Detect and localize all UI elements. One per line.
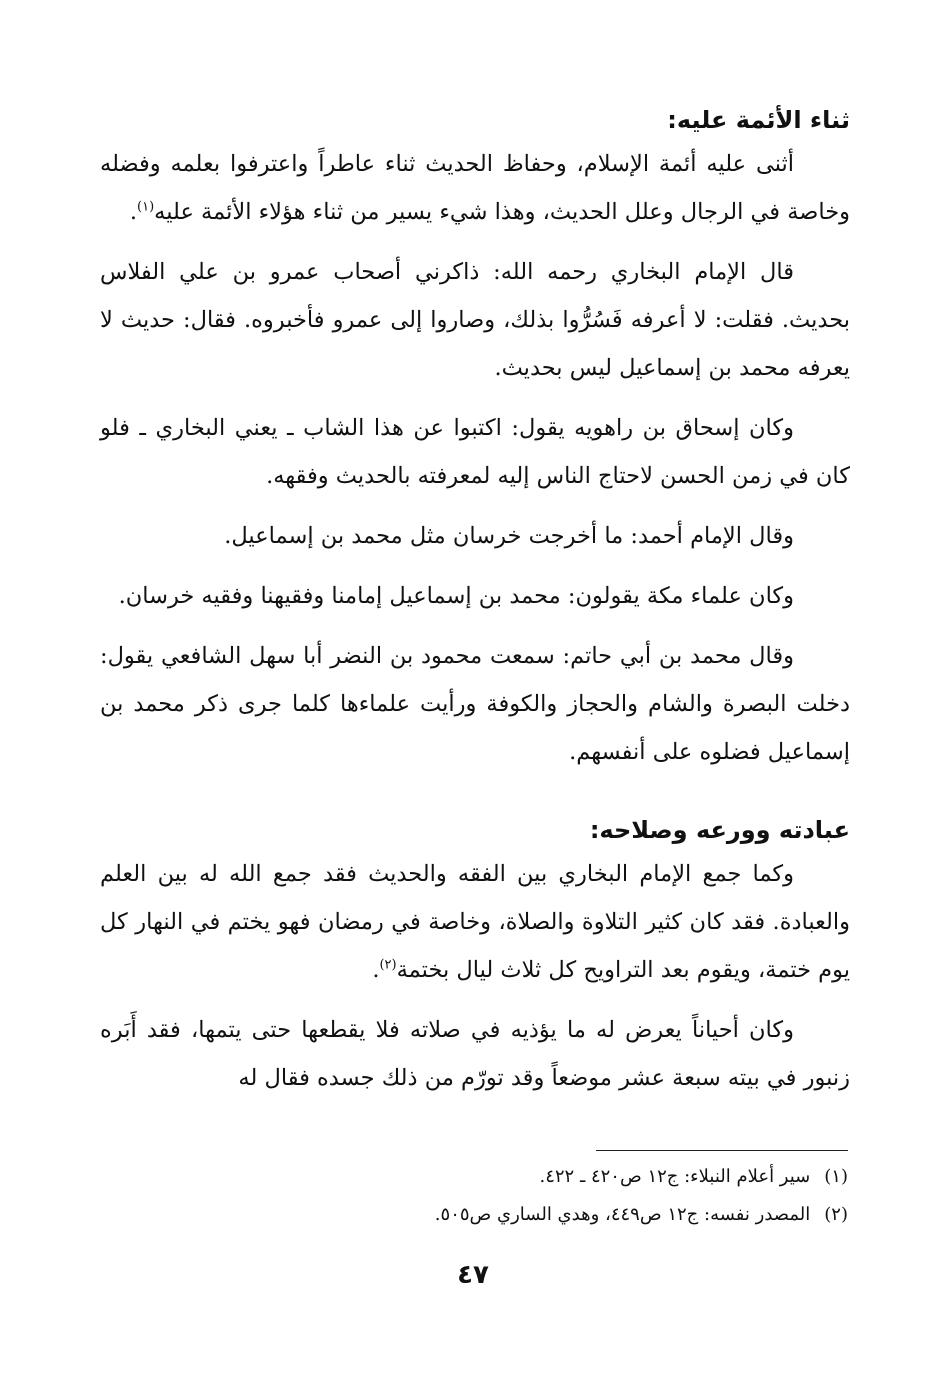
footnote-ref: (٢) [379, 957, 397, 973]
paragraph-text: وكما جمع الإمام البخاري بين الفقه والحديث فقد جمع الله له بين العلم والعبادة. فقد كان كثير التلاوة والصلاة، وخاصة في رمضان فهو يختم في النهار كل يوم ختمة، ويقوم بعد التراويح كل ثلاث ليال بختمة [100, 861, 850, 983]
paragraph: وكان إسحاق بن راهويه يقول: اكتبوا عن هذا الشاب ـ يعني البخاري ـ فلو كان في زمن الحسن لاحتاج الناس إليه لمعرفته بالحديث وفقهه. [100, 415, 850, 489]
paragraph-text: أثنى عليه أئمة الإسلام، وحفاظ الحديث ثناء عاطراً واعترفوا بعلمه وفضله وخاصة في الرجال وعلل الحديث، وهذا شيء يسير من ثناء هؤلاء الأئمة عليه [100, 151, 850, 225]
paragraph: وقال محمد بن أبي حاتم: سمعت محمود بن النضر أبا سهل الشافعي يقول: دخلت البصرة والشام والحجاز والكوفة ورأيت علماءها كلما جرى ذكر محمد بن إسماعيل فضلوه على أنفسهم. [100, 643, 850, 765]
footnote-ref: (١) [137, 199, 155, 215]
footnote [100, 1196, 848, 1234]
paragraph-end: . [372, 957, 380, 983]
page-body [100, 100, 850, 1102]
paragraph [100, 140, 850, 236]
paragraph [100, 850, 850, 994]
footnote-text: المصدر نفسه: ج١٢ ص٤٤٩، وهدي الساري ص٥٠٥. [434, 1204, 811, 1225]
paragraph: وكان أحياناً يعرض له ما يؤذيه في صلاته فلا يقطعها حتى يتمها، فقد أَبَره زنبور في بيته سبعة عشر موضعاً وقد تورّم من ذلك جسده فقال له [100, 1017, 850, 1091]
footnote-number: (١) [824, 1166, 848, 1187]
paragraph-end: . [129, 199, 138, 225]
footnote-divider [596, 1150, 848, 1151]
page-number: ٤٧ [457, 1260, 489, 1290]
section-heading-worship: عبادته وورعه وصلاحه: [589, 816, 850, 844]
section-heading-praise: ثناء الأئمة عليه: [667, 106, 850, 134]
paragraph: وكان علماء مكة يقولون: محمد بن إسماعيل إمامنا وفقيهنا وفقيه خرسان. [118, 583, 794, 609]
paragraph: قال الإمام البخاري رحمه الله: ذاكرني أصحاب عمرو بن علي الفلاس بحديث. فقلت: لا أعرفه فَسُرُّوا بذلك، وصاروا إلى عمرو فأخبروه. فقال: حديث لا يعرفه محمد بن إسماعيل ليس بحديث. [100, 259, 850, 381]
footnote [100, 1158, 848, 1196]
footnote-text: سير أعلام النبلاء: ج١٢ ص٤٢٠ ـ ٤٢٢. [539, 1166, 811, 1187]
footnotes [100, 1158, 848, 1234]
paragraph: وقال الإمام أحمد: ما أخرجت خرسان مثل محمد بن إسماعيل. [224, 523, 794, 549]
footnote-number: (٢) [824, 1204, 848, 1225]
